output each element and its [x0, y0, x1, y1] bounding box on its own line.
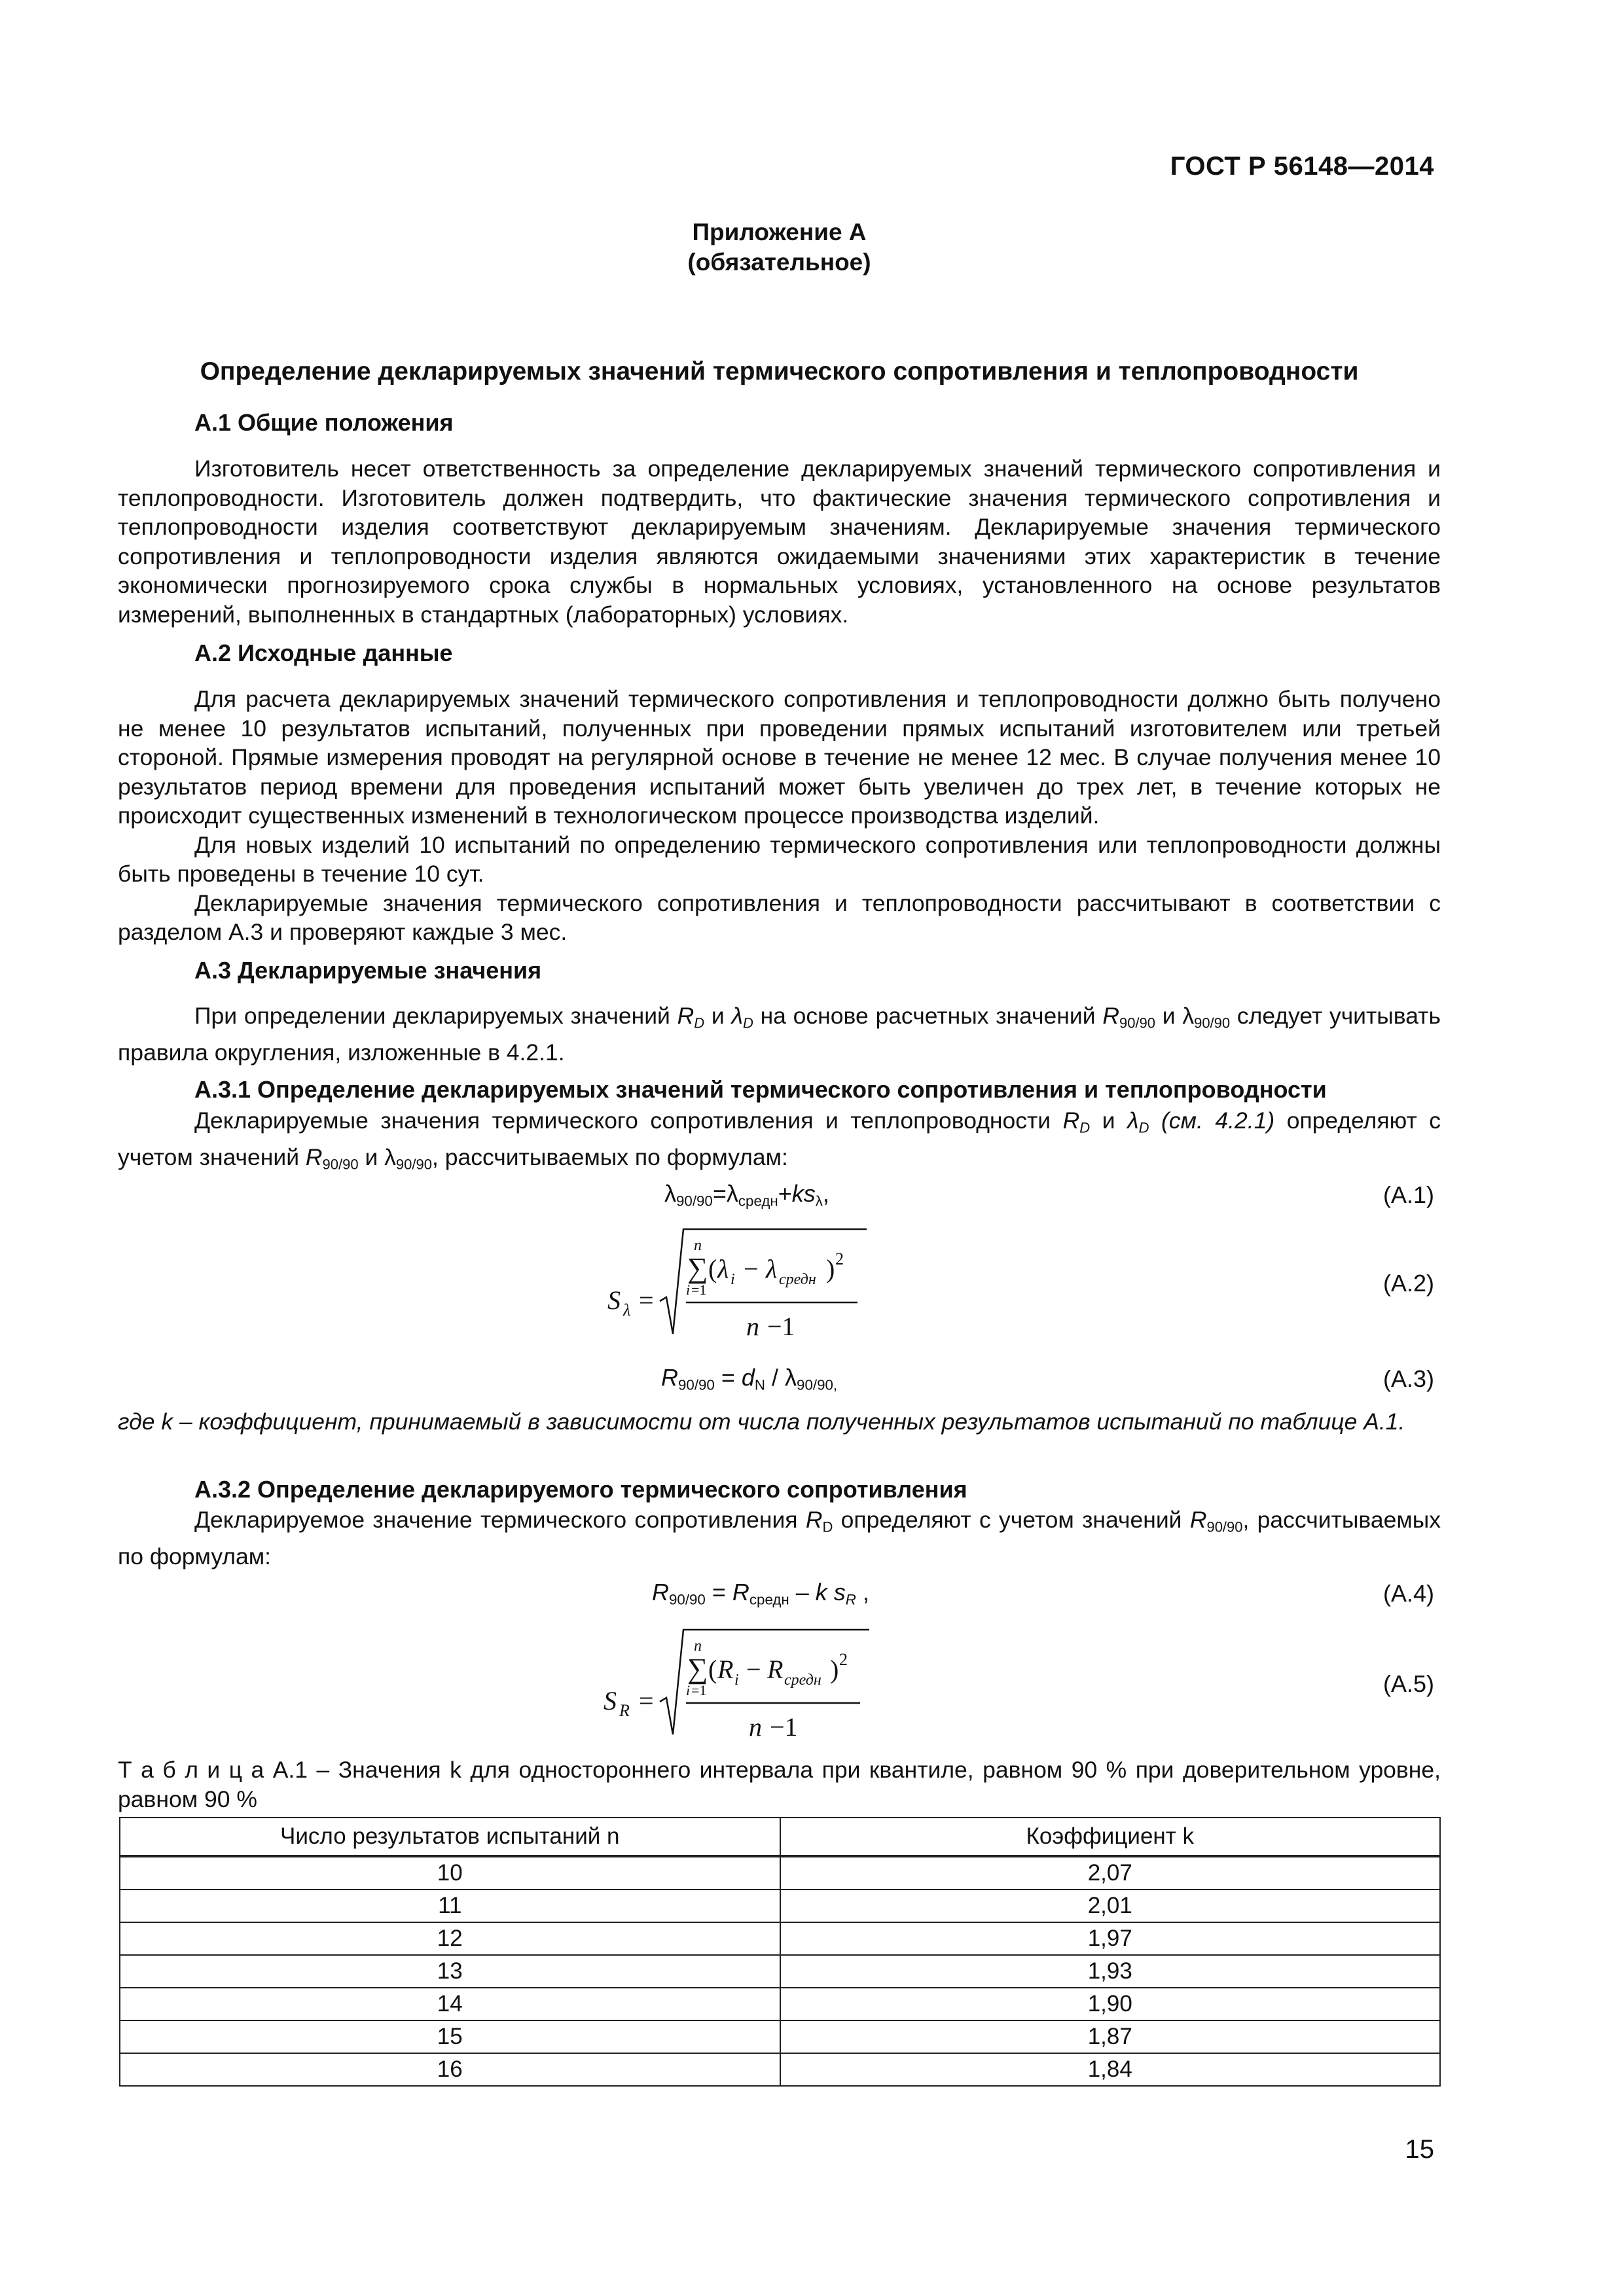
table-row: [120, 1988, 1440, 2020]
paragraph: Т а б л и ц а А.1 – Значения k для одностороннего интервала при квантиле, равном 90 % при доверительном уровне, равном 90 %: [118, 1757, 1441, 1812]
section-a2-heading: А.2 Исходные данные: [194, 639, 453, 666]
column-header-k: Коэффициент k: [780, 1818, 1441, 1856]
paragraph: Для расчета декларируемых значений термического сопротивления и теплопроводности должно быть получено не менее 10 результатов испытаний, полученных при проведении прямых испытаний изготовителем или третьей стороной. Прямые измерения проводят на регулярной основе в течение не менее 12 мес. В случае получения менее 10 результатов период времени для проведения испытаний может быть увеличен до трех лет, в течение которых не происходит существенных изменений в технологическом процессе производства изделий.: [118, 686, 1441, 829]
svg-text:S: S: [604, 1686, 617, 1715]
equation-number: (А.4): [1382, 1580, 1434, 1607]
equation-a1: $\lambda_{90/90}=\lambda_{средн}+ks_\lambda$,: [664, 1180, 829, 1210]
svg-text:=1: =1: [691, 1682, 707, 1698]
svg-text:R: R: [717, 1655, 734, 1684]
cell-n: 14: [120, 1988, 780, 2020]
svg-text:λ: λ: [623, 1300, 631, 1319]
cell-k: 2,01: [780, 1890, 1441, 1922]
section-a2-text: [118, 685, 1441, 947]
table-row: [120, 2020, 1440, 2053]
appendix-label: Приложение А: [692, 219, 867, 245]
svg-text:i: i: [686, 1282, 691, 1298]
cell-n: 11: [120, 1890, 780, 1922]
doc-code: ГОСТ Р 56148—2014: [1170, 152, 1434, 181]
paragraph: Для новых изделий 10 испытаний по определению термического сопротивления или теплопроводности должны быть проведены в течение 10 сут.: [118, 831, 1441, 887]
equation-a2: [589, 1224, 877, 1355]
svg-text:R: R: [619, 1701, 630, 1720]
equation-number: (А.2): [1382, 1270, 1434, 1297]
svg-text:−: −: [746, 1655, 761, 1684]
cell-k: 1,87: [780, 2020, 1441, 2053]
table-row: [120, 1955, 1440, 1988]
paragraph: Декларируемые значения термического сопротивления и теплопроводности рассчитывают в соответствии с разделом А.3 и проверяют каждые 3 мес.: [118, 889, 1441, 945]
svg-text:∑: ∑: [687, 1653, 708, 1685]
svg-text:i: i: [686, 1682, 691, 1698]
cell-k: 1,90: [780, 1988, 1441, 2020]
section-a1-text: [118, 454, 1441, 629]
equation-a5: [589, 1623, 877, 1754]
cell-k: 1,97: [780, 1922, 1441, 1955]
svg-text:n: n: [694, 1638, 702, 1655]
cell-k: 2,07: [780, 1856, 1441, 1890]
section-a32-text: [118, 1505, 1441, 1571]
equation-number: (А.5): [1382, 1670, 1434, 1697]
cell-n: 15: [120, 2020, 780, 2053]
equation-a3: $R_{90/90} = d_N / \lambda_{90/90,}$: [661, 1364, 838, 1393]
svg-text:S: S: [607, 1285, 621, 1315]
svg-text:2: 2: [835, 1249, 844, 1268]
svg-text:R: R: [767, 1655, 784, 1684]
svg-text:средн: средн: [784, 1672, 821, 1689]
section-a31-text: [118, 1106, 1441, 1179]
section-a1-heading: А.1 Общие положения: [194, 409, 454, 436]
section-a32-heading: А.3.2 Определение декларируемого термического сопротивления: [194, 1476, 967, 1503]
cell-n: 16: [120, 2053, 780, 2086]
column-header-n: Число результатов испытаний n: [120, 1818, 780, 1856]
svg-text:−1: −1: [770, 1712, 798, 1742]
svg-text:=: =: [639, 1686, 654, 1715]
equation-a4: $R_{90/90} = R_{средн} - k$ $s_R$ ,: [652, 1579, 869, 1608]
svg-text:n: n: [749, 1712, 762, 1742]
svg-text:n: n: [746, 1312, 759, 1341]
equation-number: (А.3): [1382, 1365, 1434, 1392]
svg-text:=: =: [639, 1285, 654, 1315]
section-a31-heading: А.3.1 Определение декларируемых значений термического сопротивления и теплопроводности: [194, 1076, 1327, 1103]
svg-text:): ): [830, 1655, 839, 1684]
page-number: 15: [1405, 2135, 1434, 2164]
svg-text:средн: средн: [779, 1271, 816, 1288]
paragraph: При определении декларируемых значений $R_D$ и $\lambda_D$ на основе расчетных значений $R_{90/90}$ и $\lambda_{90/90}$ следует учитывать правила округления, изложенные в 4.2.1.: [118, 1003, 1441, 1066]
table-header-row: [120, 1818, 1440, 1856]
paragraph: Изготовитель несет ответственность за определение декларируемых значений термического сопротивления и теплопроводности. Изготовитель должен подтвердить, что фактические значения термического сопротивления и теплопроводности изделия соответствуют декларируемым значениям. Декларируемые значения термического сопротивления и теплопроводности изделия являются ожидаемыми значениями этих характеристик в течение экономически прогнозируемого срока службы в нормальных условиях, установленного на основе результатов измерений, выполненных в стандартных (лабораторных) условиях.: [118, 456, 1441, 628]
table-row: [120, 1890, 1440, 1922]
svg-text:∑: ∑: [687, 1252, 708, 1284]
coefficient-table: [119, 1817, 1441, 2087]
page-title: Определение декларируемых значений термического сопротивления и теплопроводности: [200, 357, 1359, 386]
svg-text:i: i: [731, 1271, 735, 1288]
svg-text:(: (: [708, 1254, 717, 1283]
table-row: [120, 2053, 1440, 2086]
table-row: [120, 1856, 1440, 1890]
paragraph: Декларируемое значение термического сопротивления $R_D$ определяют с учетом значений $R_{90/90}$, рассчитываемых по формулам:: [118, 1507, 1441, 1570]
svg-text:): ): [826, 1254, 835, 1283]
equation-number: (А.1): [1382, 1181, 1434, 1208]
cell-n: 10: [120, 1856, 780, 1890]
svg-text:−1: −1: [767, 1312, 795, 1341]
paragraph: Декларируемые значения термического сопротивления и теплопроводности $R_D$ и $\lambda_D$ (см. 4.2.1) определяют с учетом значений $R_{90/90}$ и $\lambda_{90/90}$, рассчитываемых по формулам:: [118, 1107, 1441, 1173]
svg-text:2: 2: [839, 1650, 848, 1669]
svg-text:i: i: [734, 1672, 739, 1689]
svg-text:=1: =1: [691, 1282, 707, 1298]
table-row: [120, 1922, 1440, 1955]
svg-text:(: (: [708, 1655, 717, 1684]
svg-text:n: n: [694, 1237, 702, 1254]
cell-n: 12: [120, 1922, 780, 1955]
where-clause: [118, 1407, 1441, 1437]
table-caption: [118, 1755, 1441, 1814]
svg-text:−: −: [744, 1254, 759, 1283]
svg-text:λ: λ: [717, 1254, 729, 1283]
appendix-heading: [118, 217, 1441, 278]
paragraph: где k – коэффициент, принимаемый в зависимости от числа полученных результатов испытаний по таблице А.1.: [118, 1408, 1405, 1435]
cell-k: 1,93: [780, 1955, 1441, 1988]
section-a3-heading: А.3 Декларируемые значения: [194, 957, 542, 984]
svg-text:λ: λ: [766, 1254, 778, 1283]
section-a3-text: [118, 1001, 1441, 1067]
appendix-status: (обязательное): [687, 249, 871, 276]
cell-k: 1,84: [780, 2053, 1441, 2086]
cell-n: 13: [120, 1955, 780, 1988]
